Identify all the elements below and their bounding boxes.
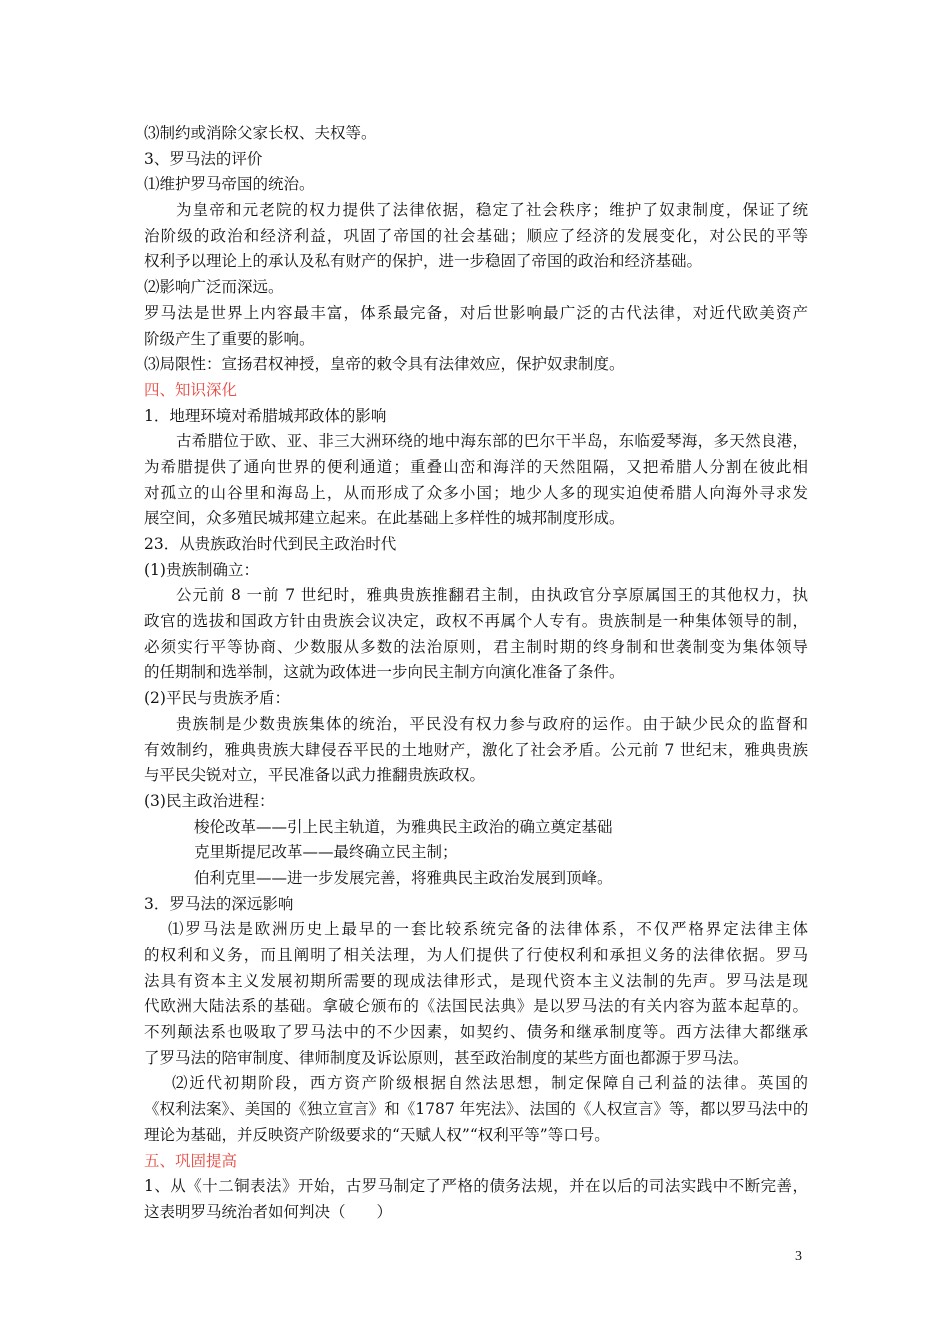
paragraph-line: 公元前 8 一前 7 世纪时，雅典贵族推翻君主制，由执政官分享原属国王的其他权力，执 [176,586,808,605]
subsection-heading: 1．地理环境对希腊城邦政体的影响 [144,406,387,425]
paragraph-line: 为希腊提供了通向世界的便利通道；重叠山峦和海洋的天然阻隔，又把希腊人分割在彼此相 [144,457,808,476]
paragraph-line: 展空间，众多殖民城邦建立起来。在此基础上多样性的城邦制度形成。 [144,509,625,528]
paragraph-line: 的任期制和选举制，这就为政体进一步向民主制方向演化准备了条件。 [144,663,625,682]
paragraph-line: 与平民尖锐对立，平民准备以武力推翻贵族政权。 [144,766,486,785]
paragraph-line: 必须实行平等协商、少数服从多数的法治原则，君主制时期的终身制和世袭制变为集体领导 [144,637,808,656]
paragraph-line: 治阶级的政治和经济利益，巩固了帝国的社会基础；顺应了经济的发展变化，对公民的平等 [144,226,808,245]
text-line: (2)平民与贵族矛盾： [144,689,290,708]
paragraph-line: 理论为基础，并反映资产阶级要求的“天赋人权”“权利平等”等口号。 [144,1125,610,1144]
paragraph-line: 有效制约，雅典贵族大肆侵吞平民的土地财产，激化了社会矛盾。公元前 7 世纪末，雅典贵族 [144,740,808,759]
text-line: ⑶局限性：宣扬君权神授，皇帝的敕令具有法律效应，保护奴隶制度。 [144,355,625,374]
paragraph-line: 的权利和义务，而且阐明了相关法理，为人们提供了行使权利和承担义务的法律依据。罗马 [144,946,808,964]
list-item: 克里斯提尼改革——最终确立民主制； [194,843,458,862]
text-line: ⑵影响广泛而深远。 [144,278,284,297]
question-line: 1、从《十二铜表法》开始，古罗马制定了严格的债务法规，并在以后的司法实践中不断完善， [144,1177,808,1196]
question-line: 这表明罗马统治者如何判决（ ） [144,1202,393,1221]
paragraph-line: ⑴罗马法是欧洲历史上最早的一套比较系统完备的法律体系，不仅严格界定法律主体 [168,920,808,939]
paragraph-line: 《权利法案》、美国的《独立宣言》和《1787 年宪法》、法国的《人权宣言》等，都以罗马法中的 [144,1100,808,1119]
subsection-heading: 3．罗马法的深远影响 [144,894,294,913]
paragraph-line: 了罗马法的陪审制度、律师制度及诉讼原则，甚至政治制度的某些方面也都源于罗马法。 [144,1048,749,1067]
section-heading-red: 四、知识深化 [144,380,238,399]
paragraph-line: 政官的选拔和国政方针由贵族会议决定，政权不再属个人专有。贵族制是一种集体领导的制， [144,612,808,631]
paragraph-line: 对孤立的山谷里和海岛上，从而形成了众多小国；地少人多的现实迫使希腊人向海外寻求发 [144,483,808,502]
paragraph-line: ⑵近代初期阶段，西方资产阶级根据自然法思想，制定保障自己利益的法律。英国的 [172,1074,808,1093]
document-body [144,121,808,1226]
text-line: ⑴维护罗马帝国的统治。 [144,175,315,194]
paragraph-line: 代欧洲大陆法系的基础。拿破仑颁布的《法国民法典》是以罗马法的有关内容为蓝本起草的。 [144,997,808,1016]
section-heading: 3、罗马法的评价 [144,149,263,168]
text-line: ⑶制约或消除父家长权、夫权等。 [144,124,377,142]
paragraph-line: 权利予以理论上的承认及私有财产的保护，进一步稳固了帝国的政治和经济基础。 [144,252,703,271]
paragraph-line: 贵族制是少数贵族集体的统治，平民没有权力参与政府的运作。由于缺少民众的监督和 [176,714,808,733]
paragraph-line: 为皇帝和元老院的权力提供了法律依据，稳定了社会秩序；维护了奴隶制度，保证了统 [176,201,808,220]
subsection-heading: 23．从贵族政治时代到民主政治时代 [144,535,397,553]
section-heading-red: 五、巩固提高 [144,1151,238,1170]
text-line: (3)民主政治进程： [144,791,275,810]
paragraph-line: 古希腊位于欧、亚、非三大洲环绕的地中海东部的巴尔干半岛，东临爱琴海，多天然良港， [176,432,808,451]
list-item: 梭伦改革——引上民主轨道，为雅典民主政治的确立奠定基础 [194,817,613,836]
list-item: 伯利克里——进一步发展完善，将雅典民主政治发展到顶峰。 [194,868,613,887]
paragraph-line: 阶级产生了重要的影响。 [144,329,315,348]
paragraph-line: 罗马法是世界上内容最丰富，体系最完备，对后世影响最广泛的古代法律，对近代欧美资产 [144,303,808,322]
paragraph-line: 不列颠法系也吸取了罗马法中的不少因素，如契约、债务和继承制度等。西方法律大都继承 [144,1023,808,1042]
text-line: (1)贵族制确立： [144,560,259,579]
page-number: 3 [795,1249,802,1264]
paragraph-line: 法具有资本主义发展初期所需要的现成法律形式，是现代资本主义法制的先声。罗马法是现 [144,971,808,990]
